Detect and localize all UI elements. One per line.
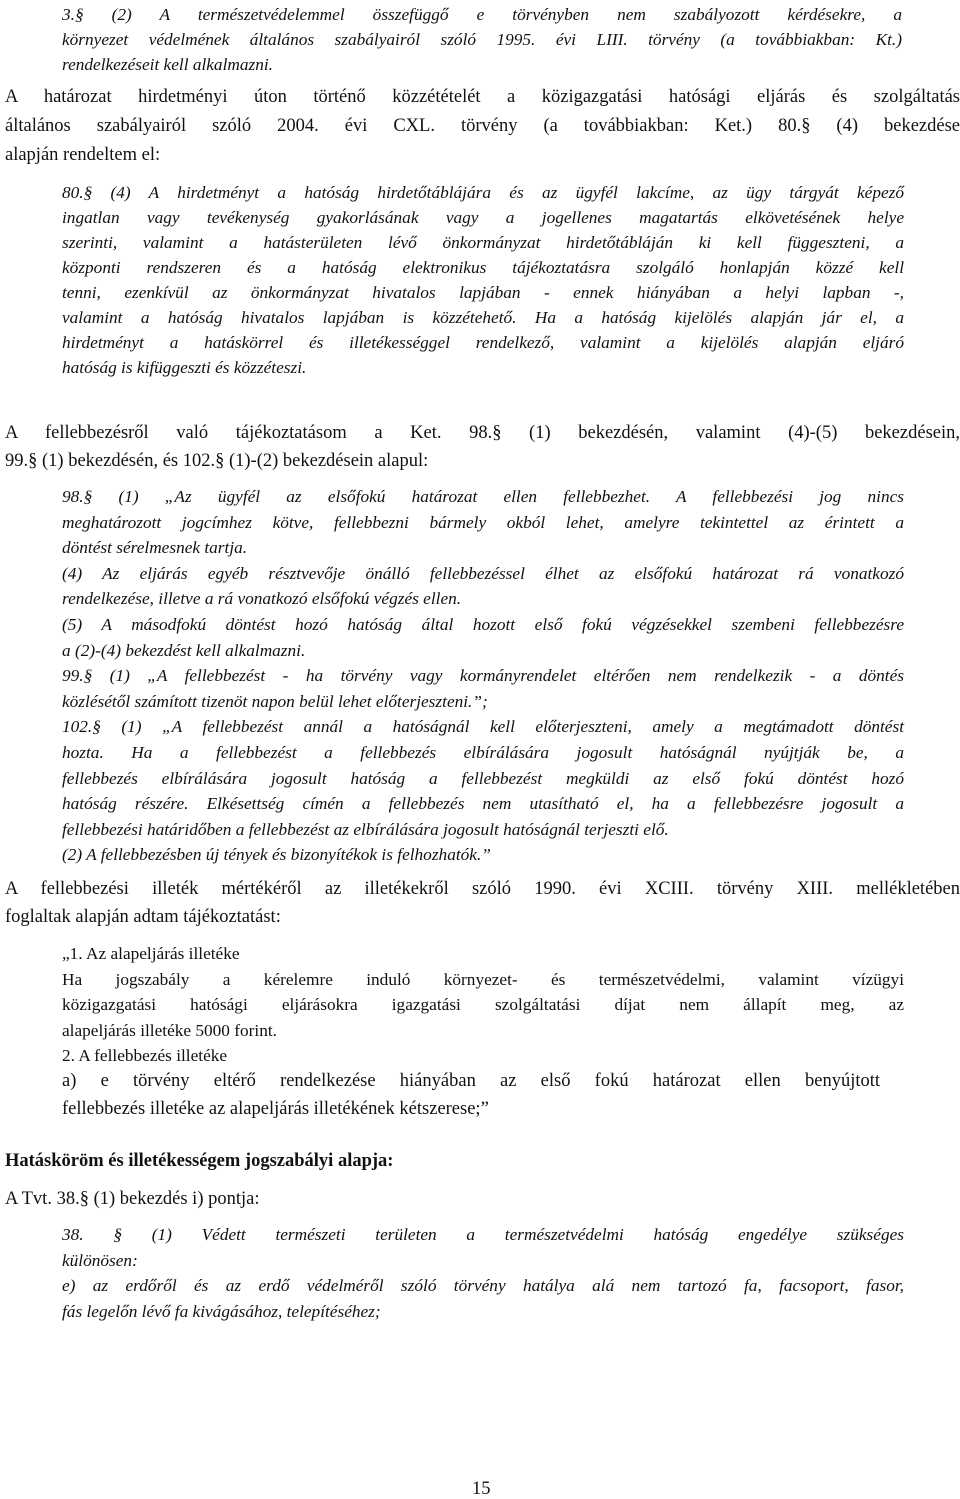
tvt-intro: A Tvt. 38.§ (1) bekezdés i) pontja: xyxy=(5,1189,260,1209)
competence-heading: Hatásköröm és illetékességem jogszabályi alapja: xyxy=(5,1151,394,1171)
text-line: meghatározott jogcímhez kötve, fellebbezni bármely okból lehet, amelyre tekintettel az érintett a xyxy=(62,512,904,532)
appeal-quote xyxy=(62,488,904,872)
text-line: hirdetményt a hatáskörrel és illetékességgel rendelkező, valamint a kijelölés alapján eljáró xyxy=(62,333,904,352)
text-line: 99.§ (1) „A fellebbezést - ha törvény vagy kormányrendelet eltérően nem rendelkezik - a döntés xyxy=(62,666,904,686)
text-line: A határozat hirdetményi úton történő közzétételét a közigazgatási hatósági eljárás és szolgáltatás xyxy=(5,87,960,107)
text-line: fellebbezési határidőben a fellebbezést az elbírálására jogosult hatóságnál terjeszti elő. xyxy=(62,819,669,839)
text-line: Ha jogszabály a kérelemre induló környezet- és természetvédelmi, valamint vízügyi xyxy=(62,969,904,989)
text-line: A fellebbezési illeték mértékéről az illetékekről szóló 1990. évi XCIII. törvény XIII. mellékletében xyxy=(5,879,960,899)
text-line: általános szabályairól szóló 2004. évi CXL. törvény (a továbbiakban: Ket.) 80.§ (4) bekezdése xyxy=(5,116,960,136)
text-line: különösen: xyxy=(62,1250,138,1270)
text-line: 3.§ (2) A természetvédelemmel összefüggő e törvényben nem szabályozott kérdésekre, a xyxy=(62,5,902,24)
text-line: 80.§ (4) A hirdetményt a hatóság hirdetőtáblájára és az ügyfél lakcíme, az ügy tárgyát képező xyxy=(62,183,904,202)
text-line: rendelkezése, illetve a rá vonatkozó elsőfokú végzés ellen. xyxy=(62,589,462,609)
text-line: (5) A másodfokú döntést hozó hatóság által hozott első fokú végzésekkel szembeni fellebbezésre xyxy=(62,614,904,634)
text-line: foglaltak alapján adtam tájékoztatást: xyxy=(5,907,281,927)
text-line: alapeljárás illetéke 5000 forint. xyxy=(62,1020,277,1040)
text-line: hozta. Ha a fellebbezést a fellebbezés elbírálására jogosult hatóságnál nyújtják be, a xyxy=(62,742,904,762)
text-line: 102.§ (1) „A fellebbezést annál a hatóságnál kell előterjeszteni, amely a megtámadott döntést xyxy=(62,717,904,737)
text-line: alapján rendeltem el: xyxy=(5,145,161,165)
text-line: hatóság is kifüggeszti és közzéteszi. xyxy=(62,358,307,377)
text-line: hatóság részére. Elkésettség címén a fellebbezés nem utasítható el, ha a fellebbezésre jogosult a xyxy=(62,794,904,814)
text-line: tenni, ezenkívül az önkormányzat hivatalos lapjában - ennek hiányában a helyi lapban -, xyxy=(62,283,904,302)
ket-80-quote xyxy=(62,184,904,384)
text-line: szerinti, valamint a hatásterületen lévő önkormányzat hirdetőtábláján ki kell függeszteni, a xyxy=(62,233,904,252)
tvt-quote xyxy=(62,1226,904,1328)
text-line: rendelkezéseit kell alkalmazni. xyxy=(62,55,273,74)
text-line: 99.§ (1) bekezdésén, és 102.§ (1)-(2) bekezdésein alapul: xyxy=(5,451,429,471)
text-line: (4) Az eljárás egyéb résztvevője önálló fellebbezéssel élhet az elsőfokú határozat rá vonatkozó xyxy=(62,563,904,583)
text-line: (2) A fellebbezésben új tények és bizonyítékok is felhozhatók.” xyxy=(62,845,491,865)
text-line: közigazgatási hatósági eljárásokra igazgatási szolgáltatási díjat nem állapít meg, az xyxy=(62,995,904,1014)
text-line: a) e törvény eltérő rendelkezése hiányában az első fokú határozat ellen benyújtott xyxy=(62,1071,880,1091)
text-line: 38. § (1) Védett természeti területen a természetvédelmi hatóság engedélye szükséges xyxy=(62,1225,904,1244)
text-line: ingatlan vagy tevékenység gyakorlásának vagy a jogellenes magatartás elkövetésének helye xyxy=(62,208,904,227)
page-number: 15 xyxy=(472,1479,491,1499)
text-line: e) az erdőről és az erdő védelméről szóló törvény hatálya alá nem tartozó fa, facsoport, fasor, xyxy=(62,1276,904,1295)
text-line: központi rendszeren és a hatóság elektronikus tájékoztatásra szolgáló honlapján közzé kell xyxy=(62,258,904,277)
top-continuation xyxy=(62,6,902,81)
text-line: fellebbezés illetéke az alapeljárás illetékének kétszerese;” xyxy=(62,1099,489,1119)
text-line: fás legelőn lévő fa kivágásához, telepítéséhez; xyxy=(62,1301,381,1321)
text-line: A fellebbezésről való tájékoztatásom a Ket. 98.§ (1) bekezdésén, valamint (4)-(5) bekezdésein, xyxy=(5,423,960,443)
text-line: „1. Az alapeljárás illetéke xyxy=(62,944,240,963)
text-line: valamint a hatóság hivatalos lapjában is közzétehető. Ha a hatóság kijelölés alapján jár el, a xyxy=(62,308,904,327)
fee-quote xyxy=(62,945,904,1073)
fee-quote-item-a xyxy=(62,1072,880,1128)
text-line: a (2)-(4) bekezdést kell alkalmazni. xyxy=(62,640,306,660)
appeal-intro-paragraph xyxy=(5,424,960,480)
fee-intro-paragraph xyxy=(5,880,960,936)
text-line: 98.§ (1) „Az ügyfél az elsőfokú határozat ellen fellebbezhet. A fellebbezési jog nincs xyxy=(62,487,904,506)
text-line: döntést sérelmesnek tartja. xyxy=(62,538,248,558)
text-line: környezet védelmének általános szabályairól szóló 1995. évi LIII. törvény (a továbbiakban: Kt.) xyxy=(62,30,902,49)
text-line: közlésétől számított tizenöt napon belül lehet előterjeszteni.”; xyxy=(62,691,488,711)
ket-intro-paragraph xyxy=(5,88,960,175)
text-line: fellebbezés elbírálására jogosult hatóság a fellebbezést megküldi az első fokú döntést hozó xyxy=(62,768,904,788)
text-line: 2. A fellebbezés illetéke xyxy=(62,1046,228,1065)
